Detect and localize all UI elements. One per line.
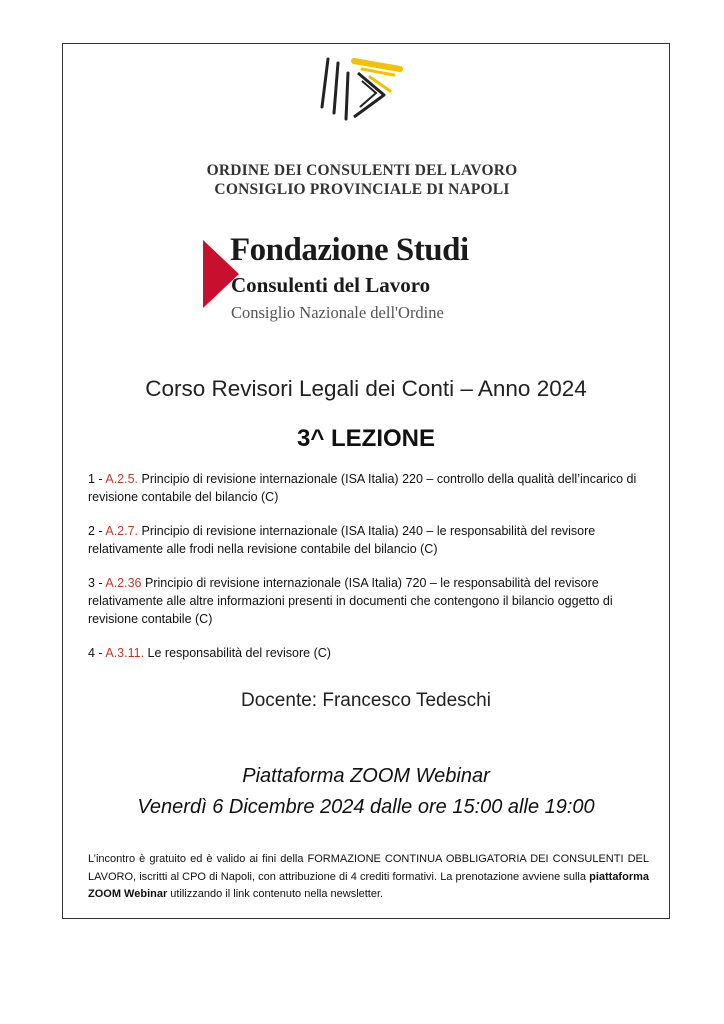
topic-code: A.2.36 xyxy=(105,576,142,590)
topic-num: 4 - xyxy=(88,646,106,660)
org-name-line1: ORDINE DEI CONSULENTI DEL LAVORO xyxy=(206,162,518,179)
topic-text: Le responsabilità del revisore (C) xyxy=(144,646,331,660)
topic-num: 3 - xyxy=(88,576,106,590)
event-date: Venerdì 6 Dicembre 2024 dalle ore 15:00 alle 19:00 xyxy=(137,796,595,818)
fondazione-subtitle2: Consiglio Nazionale dell'Ordine xyxy=(231,303,444,322)
topic-num: 2 - xyxy=(88,524,106,538)
org-name-line2: CONSIGLIO PROVINCIALE DI NAPOLI xyxy=(214,181,510,198)
course-title: Corso Revisori Legali dei Conti – Anno 2024 xyxy=(145,376,587,401)
fondazione-subtitle: Consulenti del Lavoro xyxy=(231,273,431,297)
topic-num: 1 - xyxy=(88,472,106,486)
topic-code: A.2.7. xyxy=(105,524,139,538)
topic-list xyxy=(88,470,648,678)
footer-text-2: utilizzando il link contenuto nella newsletter. xyxy=(167,888,384,900)
footer-note xyxy=(88,851,649,904)
ordine-logo xyxy=(312,47,412,123)
lesson-title: 3^ LEZIONE xyxy=(296,425,436,452)
topic-code: A.2.5. xyxy=(105,472,139,486)
topic-item-3 xyxy=(88,574,648,628)
footer-text-1: L’incontro è gratuito ed è valido ai fini della FORMAZIONE CONTINUA OBBLIGATORIA DEI CONSULENTI DEL LAVORO, iscritti al CPO di Napoli, con attribuzione di 4 crediti formativi. La prenotazione avviene sulla xyxy=(88,853,649,883)
topic-item-2 xyxy=(88,522,648,558)
topic-item-1 xyxy=(88,470,648,506)
topic-text: Principio di revisione internazionale (ISA Italia) 240 – le responsabilità del revisore relativamente alle frodi nella revisione contabile del bilancio (C) xyxy=(88,524,596,556)
topic-code: A.3.11. xyxy=(105,646,145,660)
topic-text: Principio di revisione internazionale (ISA Italia) 220 – controllo della qualità dell’incarico di revisione contabile del bilancio (C) xyxy=(88,472,637,504)
lecturer: Docente: Francesco Tedeschi xyxy=(241,690,491,711)
topic-item-4 xyxy=(88,644,648,662)
topic-text: Principio di revisione internazionale (ISA Italia) 720 – le responsabilità del revisore relativamente alle altre informazioni presenti in documenti che contengono il bilancio oggetto di revisione contabile (C) xyxy=(88,576,613,626)
footer-platform-bold: piattaforma ZOOM Webinar xyxy=(88,870,649,900)
event-platform: Piattaforma ZOOM Webinar xyxy=(242,765,490,787)
fondazione-title: Fondazione Studi xyxy=(230,232,469,268)
